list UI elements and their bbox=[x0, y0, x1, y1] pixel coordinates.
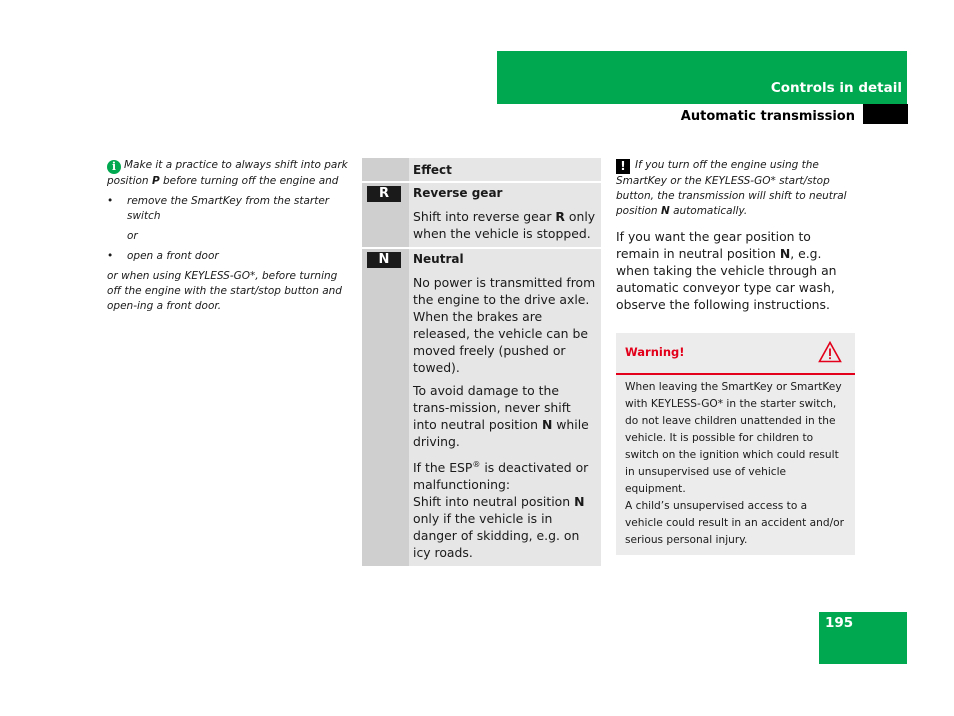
body-text-2: , e.g. when taking the vehicle through an automatic conveyor type car wash, observe the following instructions. bbox=[616, 246, 837, 312]
subsection-title: Automatic transmission bbox=[680, 109, 855, 124]
info-outro: or when using KEYLESS-GO*, before turning off the engine with the start/stop button and open-ing a front door. bbox=[107, 270, 342, 312]
or-text: or bbox=[127, 230, 138, 242]
bullet-icon: • bbox=[107, 250, 114, 262]
row-text-bold: N bbox=[541, 417, 553, 432]
table-row bbox=[362, 181, 601, 247]
row-text-bold: R bbox=[555, 209, 565, 224]
table-row bbox=[362, 247, 601, 566]
warning-body bbox=[616, 375, 855, 555]
caution-text-2: automatically. bbox=[669, 205, 748, 217]
row-text-part: while driving. bbox=[413, 417, 589, 449]
row-text bbox=[413, 456, 598, 561]
row-text bbox=[413, 208, 598, 242]
exclamation-icon: ! bbox=[616, 159, 630, 174]
caution-text: If you turn off the engine using the SmartKey or the KEYLESS-GO* start/stop button, the transmission will shift to neutral position bbox=[616, 159, 847, 217]
info-icon: i bbox=[107, 160, 121, 174]
info-intro-text: Make it a practice to always shift into park position bbox=[107, 159, 348, 187]
table-key-cell bbox=[362, 158, 409, 181]
header-tab-marker bbox=[863, 104, 908, 124]
gear-table bbox=[362, 158, 601, 566]
row-text-part: Shift into neutral position bbox=[413, 494, 575, 510]
row-text-part: only when the vehicle is stopped. bbox=[413, 209, 596, 241]
page-number: 195 bbox=[825, 615, 854, 631]
gear-badge-n: N bbox=[367, 252, 401, 268]
gear-badge-r: R bbox=[367, 186, 401, 202]
header-band bbox=[497, 51, 907, 104]
info-note bbox=[107, 158, 349, 314]
caution-note bbox=[616, 158, 856, 219]
table-header-label: Effect bbox=[413, 163, 452, 177]
row-text-part: If the ESP bbox=[413, 460, 473, 476]
list-item bbox=[107, 249, 349, 264]
row-text: No power is transmitted from the engine to the drive axle. When the brakes are released, the vehicle can be moved freely (pushed or towed). bbox=[413, 275, 596, 375]
table-header-cell bbox=[409, 158, 601, 181]
row-text-part: Shift into reverse gear bbox=[413, 209, 556, 224]
warning-header bbox=[616, 333, 855, 375]
body-paragraph bbox=[616, 228, 856, 313]
table-key-cell bbox=[362, 183, 409, 247]
row-title: Neutral bbox=[413, 252, 464, 266]
table-header-row bbox=[362, 158, 601, 181]
table-value-cell bbox=[409, 183, 601, 247]
warning-triangle-icon bbox=[818, 341, 842, 363]
warning-title: Warning! bbox=[625, 345, 685, 359]
right-column bbox=[616, 158, 856, 555]
info-intro-bold: P bbox=[151, 175, 160, 187]
body-text: If you want the gear position to remain in neutral position bbox=[616, 229, 811, 261]
registered-mark: ® bbox=[472, 460, 481, 469]
table-value-cell bbox=[409, 249, 601, 566]
row-title: Reverse gear bbox=[413, 186, 503, 200]
warning-text: A child’s unsupervised access to a vehicle could result in an accident and/or serious personal injury. bbox=[625, 500, 844, 546]
caution-bold: N bbox=[660, 205, 670, 217]
list-item-text: remove the SmartKey from the starter switch bbox=[127, 195, 330, 222]
row-text-part: is deactivated or malfunctioning: bbox=[413, 460, 589, 493]
section-title: Controls in detail bbox=[770, 80, 902, 96]
list-item bbox=[107, 194, 349, 224]
row-text-bold: N bbox=[574, 494, 585, 510]
row-text-part: To avoid damage to the trans-mission, never shift into neutral position bbox=[413, 383, 571, 432]
bullet-icon: • bbox=[107, 195, 114, 207]
info-intro bbox=[107, 158, 349, 189]
table-key-cell bbox=[362, 249, 409, 566]
info-intro-text-2: before turning off the engine and bbox=[159, 175, 339, 187]
warning-box bbox=[616, 333, 855, 555]
row-text bbox=[413, 382, 598, 450]
warning-text: When leaving the SmartKey or SmartKey with KEYLESS-GO* in the starter switch, do not leave children unattended in the vehicle. It is possible for children to switch on the ignition which could result in unsupervised use of vehicle equipment. bbox=[625, 381, 842, 495]
list-item-text: open a front door bbox=[127, 250, 219, 262]
row-text-part: only if the vehicle is in danger of skidding, e.g. on icy roads. bbox=[413, 511, 580, 561]
body-bold: N bbox=[779, 246, 791, 261]
